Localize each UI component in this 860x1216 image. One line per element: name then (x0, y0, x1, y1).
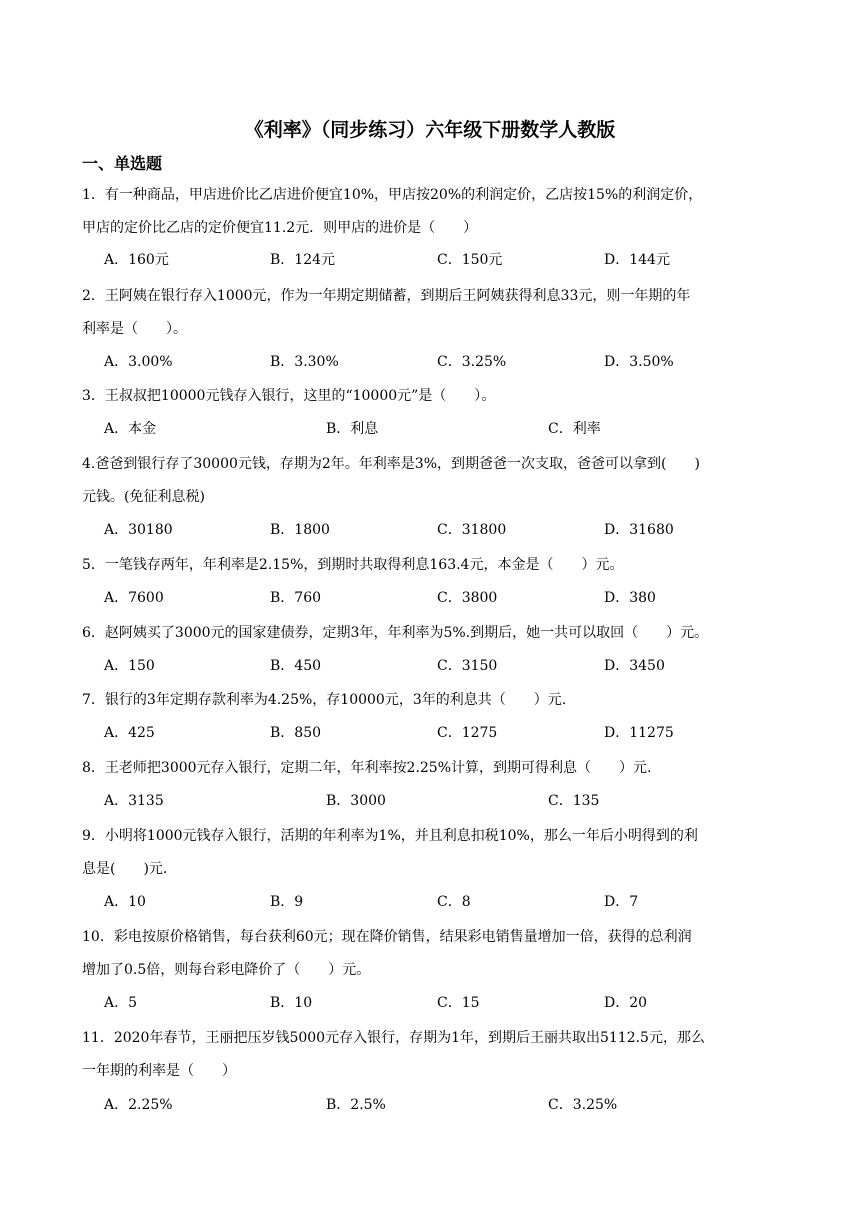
option-a[interactable]: A．3135 (104, 793, 164, 809)
option-c[interactable]: C．15 (437, 995, 480, 1011)
option-b[interactable]: B．9 (270, 894, 304, 910)
option-c[interactable]: C．8 (437, 894, 471, 910)
question-line: 7．银行的3年定期存款利率为4.25%，存10000元，3年的利息共（ ）元. (82, 692, 567, 708)
option-a[interactable]: A．7600 (104, 590, 164, 606)
option-c[interactable]: C．3800 (437, 590, 498, 606)
question-4 (82, 448, 782, 514)
option-a[interactable]: A．10 (104, 894, 146, 910)
option-c[interactable]: C．3.25% (548, 1097, 618, 1113)
option-c[interactable]: C．利率 (548, 421, 601, 437)
option-a[interactable]: A．425 (104, 725, 155, 741)
option-b[interactable]: B．1800 (270, 522, 330, 538)
question-1 (82, 179, 782, 245)
option-b[interactable]: B．850 (270, 725, 322, 741)
question-line: 元钱。(免征利息税) (82, 489, 205, 505)
option-d[interactable]: D．31680 (604, 522, 674, 538)
option-d[interactable]: D．3.50% (604, 354, 674, 370)
option-d[interactable]: D．20 (604, 995, 648, 1011)
question-line: 3．王叔叔把10000元钱存入银行，这里的“10000元”是（ ）。 (82, 388, 496, 404)
options-9 (104, 890, 804, 914)
question-line: 8．王老师把3000元存入银行，定期二年，年利率按2.25%计算，到期可得利息（ ）元. (82, 760, 652, 776)
question-line: 甲店的定价比乙店的定价便宜11.2元．则甲店的进价是（ ） (82, 220, 478, 236)
options-8 (104, 789, 804, 813)
option-a[interactable]: A．3.00% (104, 354, 173, 370)
option-d[interactable]: D．3450 (604, 658, 665, 674)
option-c[interactable]: C．3150 (437, 658, 498, 674)
option-a[interactable]: A．2.25% (104, 1097, 173, 1113)
question-line: 6．赵阿姨买了3000元的国家建债券，定期3年，年利率为5%.到期后，她一共可以取回（ ）元。 (82, 625, 709, 641)
option-b[interactable]: B．124元 (270, 252, 336, 268)
option-c[interactable]: C．150元 (437, 252, 503, 268)
option-a[interactable]: A．150 (104, 658, 155, 674)
option-c[interactable]: C．135 (548, 793, 600, 809)
option-a[interactable]: A．30180 (104, 522, 173, 538)
section-heading: 一、单选题 (82, 154, 163, 173)
option-d[interactable]: D．144元 (604, 252, 670, 268)
question-2 (82, 280, 782, 346)
option-b[interactable]: B．10 (270, 995, 313, 1011)
option-d[interactable]: D．380 (604, 590, 656, 606)
options-1 (104, 248, 804, 272)
question-line: 一年期的利率是（ ） (82, 1063, 236, 1079)
question-line: 1．有一种商品，甲店进价比乙店进价便宜10%，甲店按20%的利润定价，乙店按15%的利润定价， (82, 187, 703, 203)
options-6 (104, 654, 804, 678)
question-5 (82, 549, 782, 582)
page-title: 《利率》（同步练习）六年级下册数学人教版 (244, 119, 616, 141)
options-7 (104, 721, 804, 745)
option-b[interactable]: B．450 (270, 658, 322, 674)
options-2 (104, 350, 804, 374)
question-line: 11．2020年春节，王丽把压岁钱5000元存入银行，存期为1年，到期后王丽共取出5112.5元，那么 (82, 1030, 705, 1046)
question-line: 息是( )元. (82, 861, 168, 877)
question-11 (82, 1022, 782, 1088)
question-8 (82, 752, 782, 785)
question-line: 5．一笔钱存两年，年利率是2.15%，到期时共取得利息163.4元，本金是（ ）元。 (82, 557, 624, 573)
question-line: 10．彩电按原价格销售，每台获利60元；现在降价销售，结果彩电销售量增加一倍，获得的总利润 (82, 929, 692, 945)
option-a[interactable]: A．本金 (104, 421, 157, 437)
question-3 (82, 380, 782, 413)
option-c[interactable]: C．3.25% (437, 354, 507, 370)
question-line: 增加了0.5倍，则每台彩电降价了（ ）元。 (82, 962, 371, 978)
options-11 (104, 1093, 804, 1117)
question-line: 4.爸爸到银行存了30000元钱，存期为2年。年利率是3%，到期爸爸一次支取，爸爸可以拿到( ) (82, 456, 700, 472)
question-line: 9．小明将1000元钱存入银行，活期的年利率为1%，并且利息扣税10%，那么一年后小明得到的利 (82, 828, 698, 844)
option-b[interactable]: B．利息 (326, 421, 379, 437)
option-b[interactable]: B．760 (270, 590, 322, 606)
option-c[interactable]: C．1275 (437, 725, 498, 741)
option-a[interactable]: A．160元 (104, 252, 169, 268)
option-b[interactable]: B．2.5% (326, 1097, 386, 1113)
options-10 (104, 991, 804, 1015)
option-b[interactable]: B．3.30% (270, 354, 339, 370)
question-line: 利率是（ ）。 (82, 321, 187, 337)
options-5 (104, 586, 804, 610)
option-c[interactable]: C．31800 (437, 522, 507, 538)
option-d[interactable]: D．11275 (604, 725, 674, 741)
option-b[interactable]: B．3000 (326, 793, 386, 809)
option-a[interactable]: A．5 (104, 995, 138, 1011)
options-3 (104, 417, 804, 441)
question-7 (82, 684, 782, 717)
question-6 (82, 617, 782, 650)
question-9 (82, 820, 782, 886)
question-line: 2．王阿姨在银行存入1000元，作为一年期定期储蓄，到期后王阿姨获得利息33元，则一年期的年 (82, 288, 691, 304)
options-4 (104, 518, 804, 542)
question-10 (82, 921, 782, 987)
option-d[interactable]: D．7 (604, 894, 639, 910)
